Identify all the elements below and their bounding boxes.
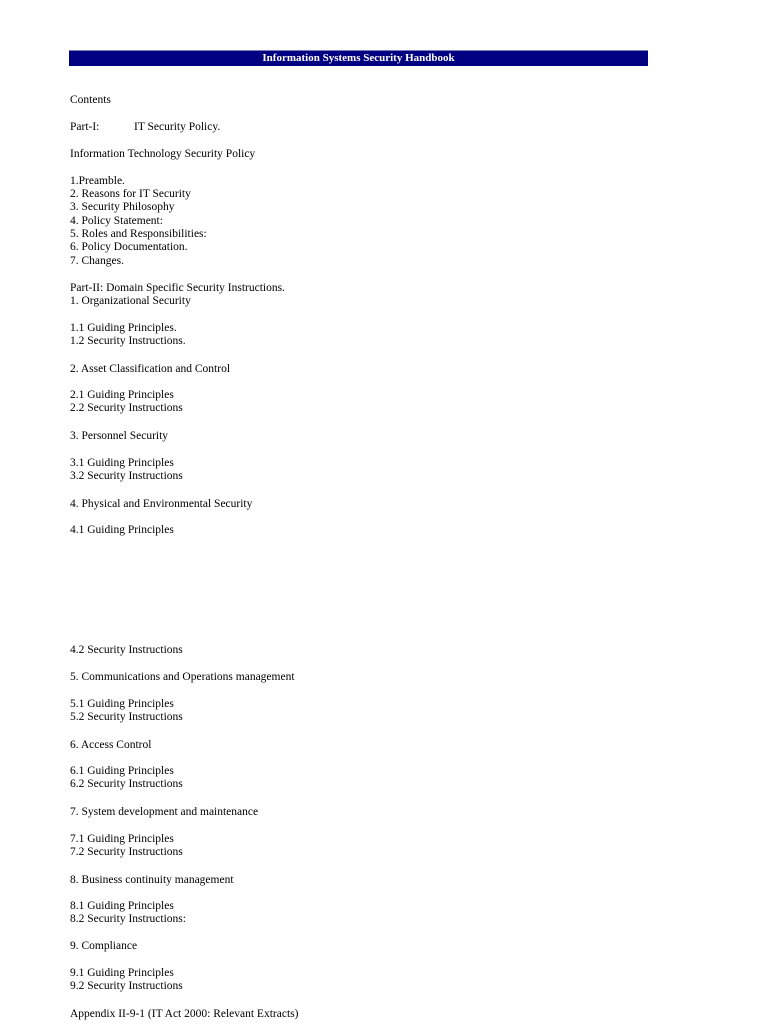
subsection-item: 7.1 Guiding Principles xyxy=(70,833,174,845)
section-title: 7. System development and maintenance xyxy=(70,806,259,818)
section-title: 9. Compliance xyxy=(70,940,138,952)
section-title: 5. Communications and Operations management xyxy=(70,671,295,683)
subsection-item: 8.1 Guiding Principles xyxy=(70,900,174,912)
subsection-item: 9.1 Guiding Principles xyxy=(70,967,174,979)
subsection-item: 8.2 Security Instructions: xyxy=(70,913,186,925)
section-title: 8. Business continuity management xyxy=(70,874,234,886)
policy-item: 4. Policy Statement: xyxy=(70,215,163,227)
subsection-item: 6.1 Guiding Principles xyxy=(70,765,174,777)
part1-line xyxy=(70,121,220,134)
document-header-bar xyxy=(69,50,648,66)
section-title: 6. Access Control xyxy=(70,739,152,751)
subsection-item: 4.1 Guiding Principles xyxy=(70,524,174,536)
subsection-item: 5.1 Guiding Principles xyxy=(70,698,174,710)
policy-item: 7. Changes. xyxy=(70,255,124,267)
policy-item: 6. Policy Documentation. xyxy=(70,241,188,253)
subsection-item: 7.2 Security Instructions xyxy=(70,846,183,858)
subsection-item: 5.2 Security Instructions xyxy=(70,711,183,723)
section-title: 2. Asset Classification and Control xyxy=(70,363,231,375)
policy-item: 1.Preamble. xyxy=(70,175,125,187)
subsection-item: 3.1 Guiding Principles xyxy=(70,457,174,469)
section-title: 1. Organizational Security xyxy=(70,295,191,307)
policy-item: 3. Security Philosophy xyxy=(70,201,175,213)
part1-title: IT Security Policy. xyxy=(134,121,221,133)
contents-heading: Contents xyxy=(70,94,111,106)
policy-item: 5. Roles and Responsibilities: xyxy=(70,228,207,240)
subsection-item: 2.1 Guiding Principles xyxy=(70,389,174,401)
appendix-item: Appendix II-9-1 (IT Act 2000: Relevant Extracts) xyxy=(70,1008,299,1020)
subsection-item: 6.2 Security Instructions xyxy=(70,778,183,790)
subsection-item: 3.2 Security Instructions xyxy=(70,470,183,482)
section-title: 4. Physical and Environmental Security xyxy=(70,498,253,510)
section-title: 3. Personnel Security xyxy=(70,430,169,442)
policy-title: Information Technology Security Policy xyxy=(70,148,256,160)
subsection-item: 9.2 Security Instructions xyxy=(70,980,183,992)
subsection-item: 2.2 Security Instructions xyxy=(70,402,183,414)
subsection-item: 4.2 Security Instructions xyxy=(70,644,183,656)
subsection-item: 1.2 Security Instructions. xyxy=(70,335,186,347)
document-title: Information Systems Security Handbook xyxy=(262,52,455,64)
part2-title: Part-II: Domain Specific Security Instructions. xyxy=(70,282,285,294)
part1-label: Part-I: xyxy=(70,121,100,133)
policy-item: 2. Reasons for IT Security xyxy=(70,188,191,200)
subsection-item: 1.1 Guiding Principles. xyxy=(70,322,177,334)
